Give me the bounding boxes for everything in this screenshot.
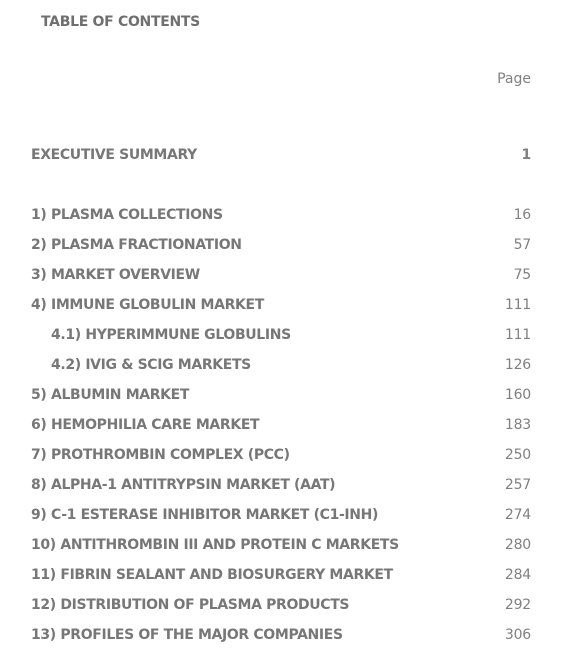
- toc-entry-alpha-1-antitrypsin-market[interactable]: [31, 474, 531, 496]
- toc-entry-label: 11) FIBRIN SEALANT AND BIOSURGERY MARKET: [31, 567, 393, 583]
- toc-entry-page: 57: [513, 237, 531, 253]
- toc-entry-page: 284: [504, 567, 531, 583]
- toc-entry-page: 250: [504, 447, 531, 463]
- toc-entry-label: 13) PROFILES OF THE MAJOR COMPANIES: [31, 627, 343, 643]
- toc-entry-page: 111: [504, 327, 531, 343]
- toc-entry-label: 3) MARKET OVERVIEW: [31, 267, 200, 283]
- toc-entry-page: 126: [504, 357, 531, 373]
- toc-entry-plasma-collections[interactable]: [31, 204, 531, 226]
- toc-entry-distribution-plasma-products[interactable]: [31, 594, 531, 616]
- toc-entry-page: 160: [504, 387, 531, 403]
- toc-entry-hemophilia-care-market[interactable]: [31, 414, 531, 436]
- toc-entry-label: 4.1) HYPERIMMUNE GLOBULINS: [51, 327, 291, 343]
- toc-entry-plasma-fractionation[interactable]: [31, 234, 531, 256]
- toc-entry-label: 12) DISTRIBUTION OF PLASMA PRODUCTS: [31, 597, 350, 613]
- toc-entry-c1-esterase-inhibitor-market[interactable]: [31, 504, 531, 526]
- toc-entry-page: 111: [504, 297, 531, 313]
- toc-entry-page: 16: [513, 207, 531, 223]
- toc-entry-market-overview[interactable]: [31, 264, 531, 286]
- toc-entry-page: 1: [521, 147, 531, 163]
- toc-entry-label: 5) ALBUMIN MARKET: [31, 387, 190, 403]
- toc-entry-ivig-scig-markets[interactable]: [31, 354, 531, 376]
- toc-entry-profiles-major-companies[interactable]: [31, 624, 531, 646]
- toc-entry-hyperimmune-globulins[interactable]: [31, 324, 531, 346]
- toc-entry-page: 274: [504, 507, 531, 523]
- page-column-header: Page: [497, 71, 531, 87]
- toc-entry-label: 1) PLASMA COLLECTIONS: [31, 207, 223, 223]
- toc-entry-label: 10) ANTITHROMBIN III AND PROTEIN C MARKETS: [31, 537, 399, 553]
- toc-entry-page: 183: [504, 417, 531, 433]
- toc-entry-page: 257: [504, 477, 531, 493]
- toc-entry-page: 280: [504, 537, 531, 553]
- toc-entry-page: 306: [504, 627, 531, 643]
- toc-entry-antithrombin-protein-c-markets[interactable]: [31, 534, 531, 556]
- toc-entry-label: 6) HEMOPHILIA CARE MARKET: [31, 417, 260, 433]
- toc-entry-immune-globulin-market[interactable]: [31, 294, 531, 316]
- toc-title: TABLE OF CONTENTS: [41, 14, 200, 30]
- toc-entry-prothrombin-complex[interactable]: [31, 444, 531, 466]
- toc-entry-label: 9) C-1 ESTERASE INHIBITOR MARKET (C1-INH): [31, 507, 379, 523]
- toc-entry-albumin-market[interactable]: [31, 384, 531, 406]
- toc-entry-fibrin-sealant-biosurgery-market[interactable]: [31, 564, 531, 586]
- toc-entry-label: 8) ALPHA-1 ANTITRYPSIN MARKET (AAT): [31, 477, 336, 493]
- toc-entry-label: 7) PROTHROMBIN COMPLEX (PCC): [31, 447, 290, 463]
- toc-entry-page: 292: [504, 597, 531, 613]
- toc-entry-label: EXECUTIVE SUMMARY: [31, 147, 197, 163]
- toc-entry-label: 2) PLASMA FRACTIONATION: [31, 237, 242, 253]
- toc-entry-page: 75: [513, 267, 531, 283]
- toc-entry-executive-summary[interactable]: [31, 144, 531, 166]
- toc-entry-label: 4.2) IVIG & SCIG MARKETS: [51, 357, 251, 373]
- toc-entry-label: 4) IMMUNE GLOBULIN MARKET: [31, 297, 264, 313]
